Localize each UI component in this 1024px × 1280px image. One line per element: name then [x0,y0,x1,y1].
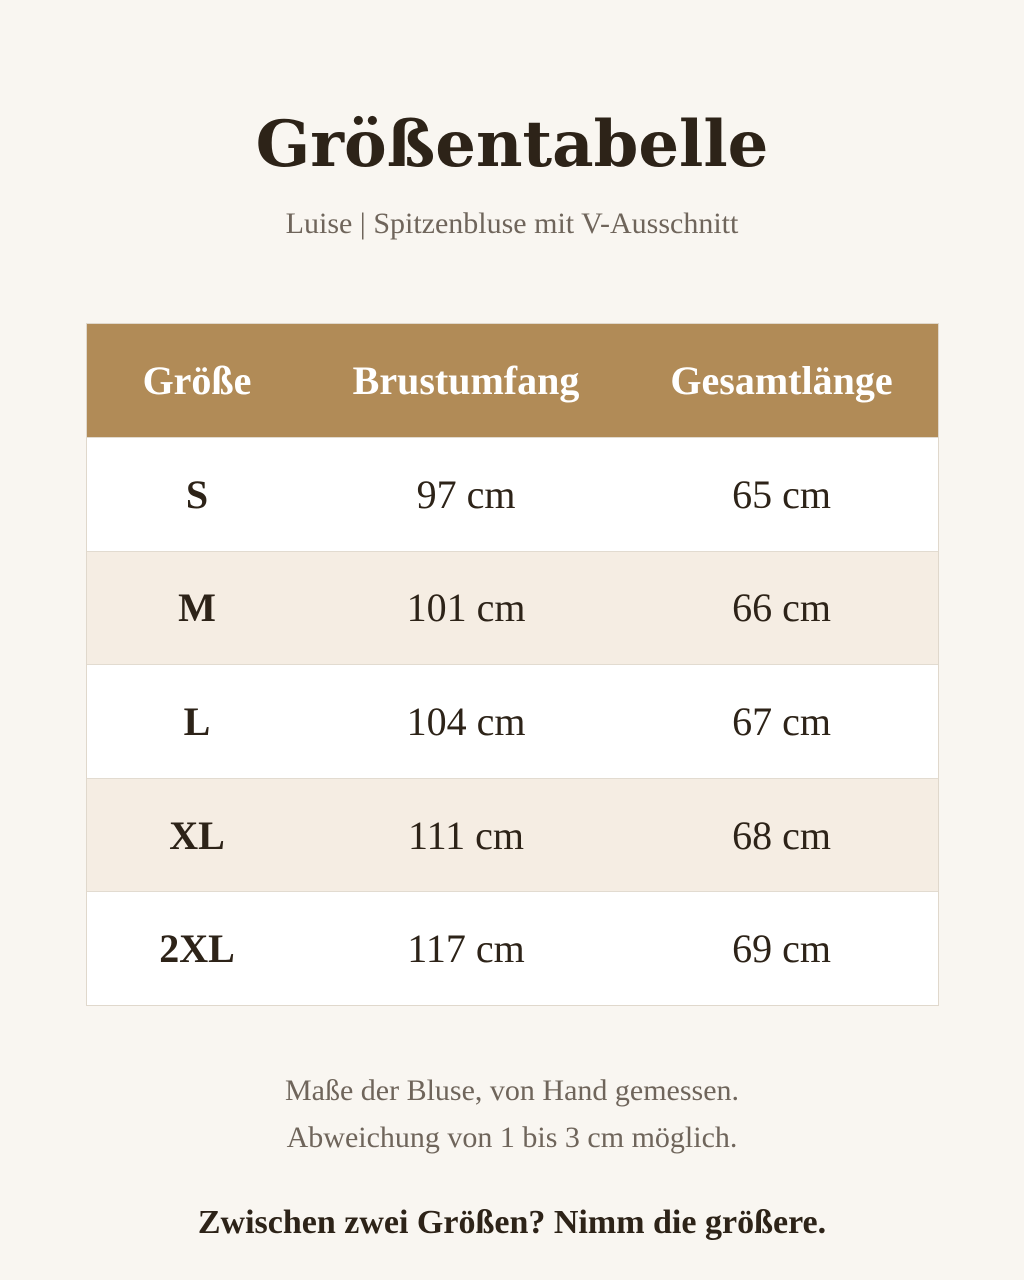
chest-cell: 101 cm [406,585,526,631]
column-header-chest: Brustumfang [352,358,580,403]
column-header-size: Größe [142,358,252,403]
size-cell: M [178,585,216,631]
sizing-tip: Zwischen zwei Größen? Nimm die größere. [197,1204,827,1241]
page-title: Größentabelle [255,107,769,182]
product-subtitle: Luise | Spitzenbluse mit V-Ausschnitt [285,207,739,240]
table-header-row [87,324,938,437]
length-cell: 68 cm [732,812,831,858]
table-row [87,551,938,665]
length-cell: 65 cm [732,471,831,517]
length-cell: 66 cm [732,585,831,631]
tolerance-note: Abweichung von 1 bis 3 cm möglich. [286,1121,738,1154]
size-cell: XL [169,812,225,858]
size-table [86,323,939,1006]
chest-cell: 117 cm [407,926,525,972]
length-cell: 69 cm [732,926,831,972]
size-cell: 2XL [159,926,235,972]
table-row [87,437,938,551]
chest-cell: 97 cm [416,471,516,517]
table-row [87,664,938,778]
size-cell: L [183,698,211,744]
chest-cell: 111 cm [408,812,524,858]
table-row [87,778,938,892]
column-header-length: Gesamtlänge [670,358,893,403]
size-cell: S [185,471,209,517]
length-cell: 67 cm [732,698,831,744]
measurement-note: Maße der Bluse, von Hand gemessen. [284,1074,740,1107]
chest-cell: 104 cm [406,698,526,744]
table-row [87,891,938,1005]
